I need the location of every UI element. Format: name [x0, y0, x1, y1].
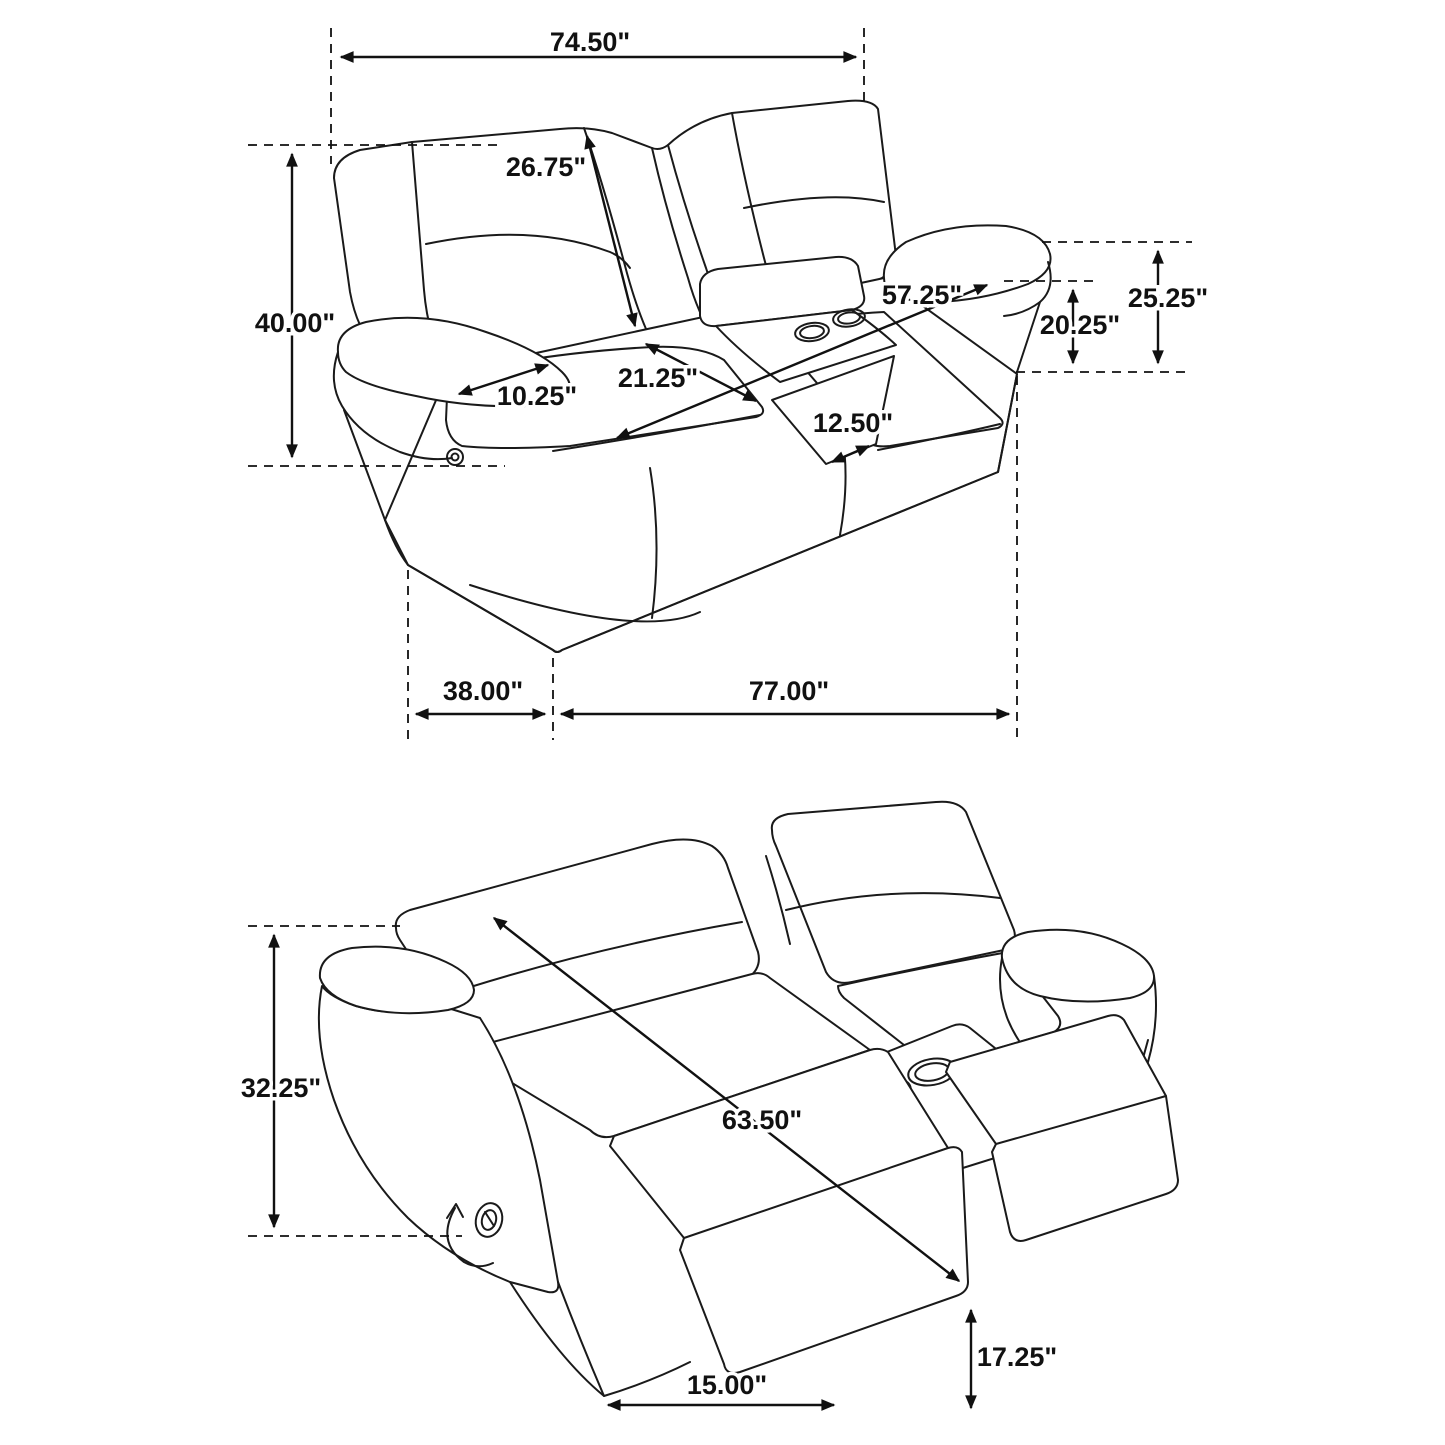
dim-seat-back-label: 20.25" [1039, 310, 1121, 340]
dim-console-width-label: 12.50" [812, 408, 894, 438]
base-front-edge [558, 1282, 604, 1396]
left-headrest-seam [426, 235, 630, 268]
dim-overall-height-label: 40.00" [254, 308, 336, 338]
dim-back-height-label: 26.75" [505, 152, 587, 182]
dim-footrest-height [971, 1310, 1057, 1408]
dim-seat-back [1004, 281, 1120, 363]
dim-arm-height-label: 25.25" [1127, 283, 1209, 313]
loveseat-upright-drawing [248, 27, 1208, 740]
dim-overall-width-label: 74.50" [549, 27, 631, 57]
dim-seat-depth-label: 21.25" [617, 363, 699, 393]
right-arm-pad [1002, 930, 1154, 1002]
dim-front-width-label: 77.00" [748, 676, 830, 706]
base-front-corner [510, 1282, 690, 1396]
right-headrest-seam [744, 197, 884, 208]
dim-footrest-projection-label: 15.00" [686, 1370, 768, 1400]
dim-reclined-length-label: 63.50" [721, 1105, 803, 1135]
left-arm-base-edge [344, 410, 385, 520]
dim-side-depth-label: 38.00" [442, 676, 524, 706]
dim-footrest-projection [608, 1370, 834, 1405]
dim-reclined-height-label: 32.25" [240, 1073, 322, 1103]
loveseat-reclined-drawing [241, 802, 1178, 1408]
dim-overall-width [331, 27, 864, 164]
dim-armrest-width-label: 10.25" [496, 381, 578, 411]
dim-footrest-height-label: 17.25" [976, 1342, 1058, 1372]
right-backrest [772, 802, 1015, 983]
backrest-outline [334, 101, 895, 284]
dim-seating-width-label: 57.25" [881, 280, 963, 310]
